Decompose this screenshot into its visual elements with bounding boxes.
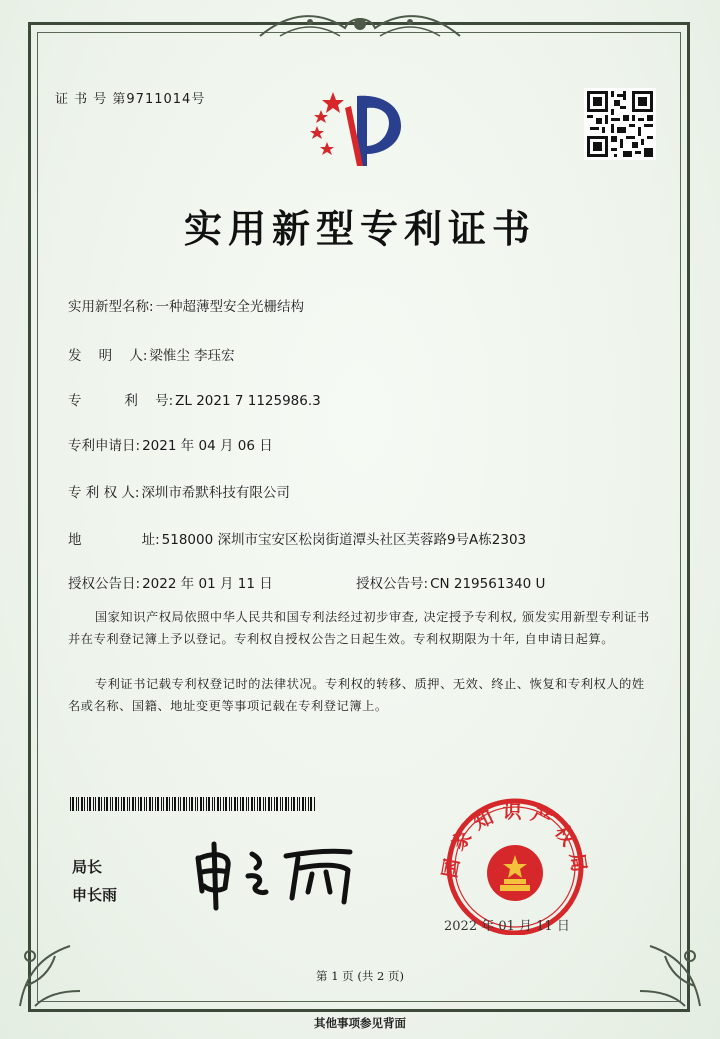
qr-code bbox=[584, 88, 656, 160]
top-ornament bbox=[250, 6, 470, 48]
field-label: 授权公告日: bbox=[68, 576, 141, 592]
certificate-number-value: 9711014 bbox=[126, 92, 192, 107]
field-utility-model-name bbox=[68, 295, 304, 315]
field-label: 发 明 人: bbox=[68, 348, 148, 364]
field-value: 2022 年 01 月 11 日 bbox=[142, 576, 273, 592]
field-label: 专 利 权 人: bbox=[68, 485, 140, 501]
barcode bbox=[70, 797, 320, 811]
field-patent-number bbox=[68, 389, 321, 409]
field-label: 专 利 号: bbox=[68, 393, 174, 409]
handwritten-signature bbox=[190, 836, 360, 911]
field-label: 地 址: bbox=[68, 532, 160, 548]
field-label: 授权公告号: bbox=[356, 576, 429, 592]
page-number: 第 1 页 (共 2 页) bbox=[316, 969, 404, 983]
director-name: 申长雨 bbox=[72, 886, 118, 904]
official-seal bbox=[430, 795, 600, 935]
certificate-number-label: 证 书 号 第 bbox=[55, 92, 127, 107]
field-inventor bbox=[68, 344, 235, 364]
certificate-number bbox=[55, 88, 205, 107]
field-address bbox=[68, 528, 526, 548]
field-label: 专利申请日: bbox=[68, 438, 141, 454]
field-value: 一种超薄型安全光栅结构 bbox=[155, 299, 305, 315]
director-title: 局长 bbox=[72, 858, 103, 876]
paragraph-legal-status: 专利证书记载专利权登记时的法律状况。专利权的转移、质押、无效、终止、恢复和专利权人的姓名或名称、国籍、地址变更等事项记载在专利登记簿上。 bbox=[68, 677, 645, 713]
field-grant-number bbox=[356, 572, 545, 592]
seal-text: 国家知识产权局 bbox=[438, 801, 592, 882]
field-value: ZL 2021 7 1125986.3 bbox=[175, 393, 321, 409]
field-filing-date bbox=[68, 434, 273, 454]
paragraph-grant-statement: 国家知识产权局依照中华人民共和国专利法经过初步审查, 决定授予专利权, 颁发实用新型专利证书并在专利登记簿上予以登记。专利权自授权公告之日起生效。专利权期限为十年, 自申请日起算。 bbox=[68, 610, 650, 646]
field-value: 梁惟尘 李珏宏 bbox=[149, 348, 235, 364]
field-value: CN 219561340 U bbox=[430, 576, 546, 592]
footer-note: 其他事项参见背面 bbox=[314, 1016, 406, 1030]
field-value: 518000 深圳市宝安区松岗街道潭头社区芙蓉路9号A栋2303 bbox=[161, 532, 527, 548]
field-grant-date bbox=[68, 572, 273, 592]
field-value: 2021 年 04 月 06 日 bbox=[142, 438, 273, 454]
field-patentee bbox=[68, 481, 290, 501]
certificate-title: 实用新型专利证书 bbox=[183, 207, 536, 251]
certificate-number-suffix: 号 bbox=[191, 92, 206, 107]
seal-date: 2022 年 01 月 11 日 bbox=[444, 919, 570, 934]
patent-office-logo bbox=[305, 88, 410, 168]
field-label: 实用新型名称: bbox=[68, 299, 154, 315]
field-value: 深圳市希默科技有限公司 bbox=[141, 485, 290, 501]
